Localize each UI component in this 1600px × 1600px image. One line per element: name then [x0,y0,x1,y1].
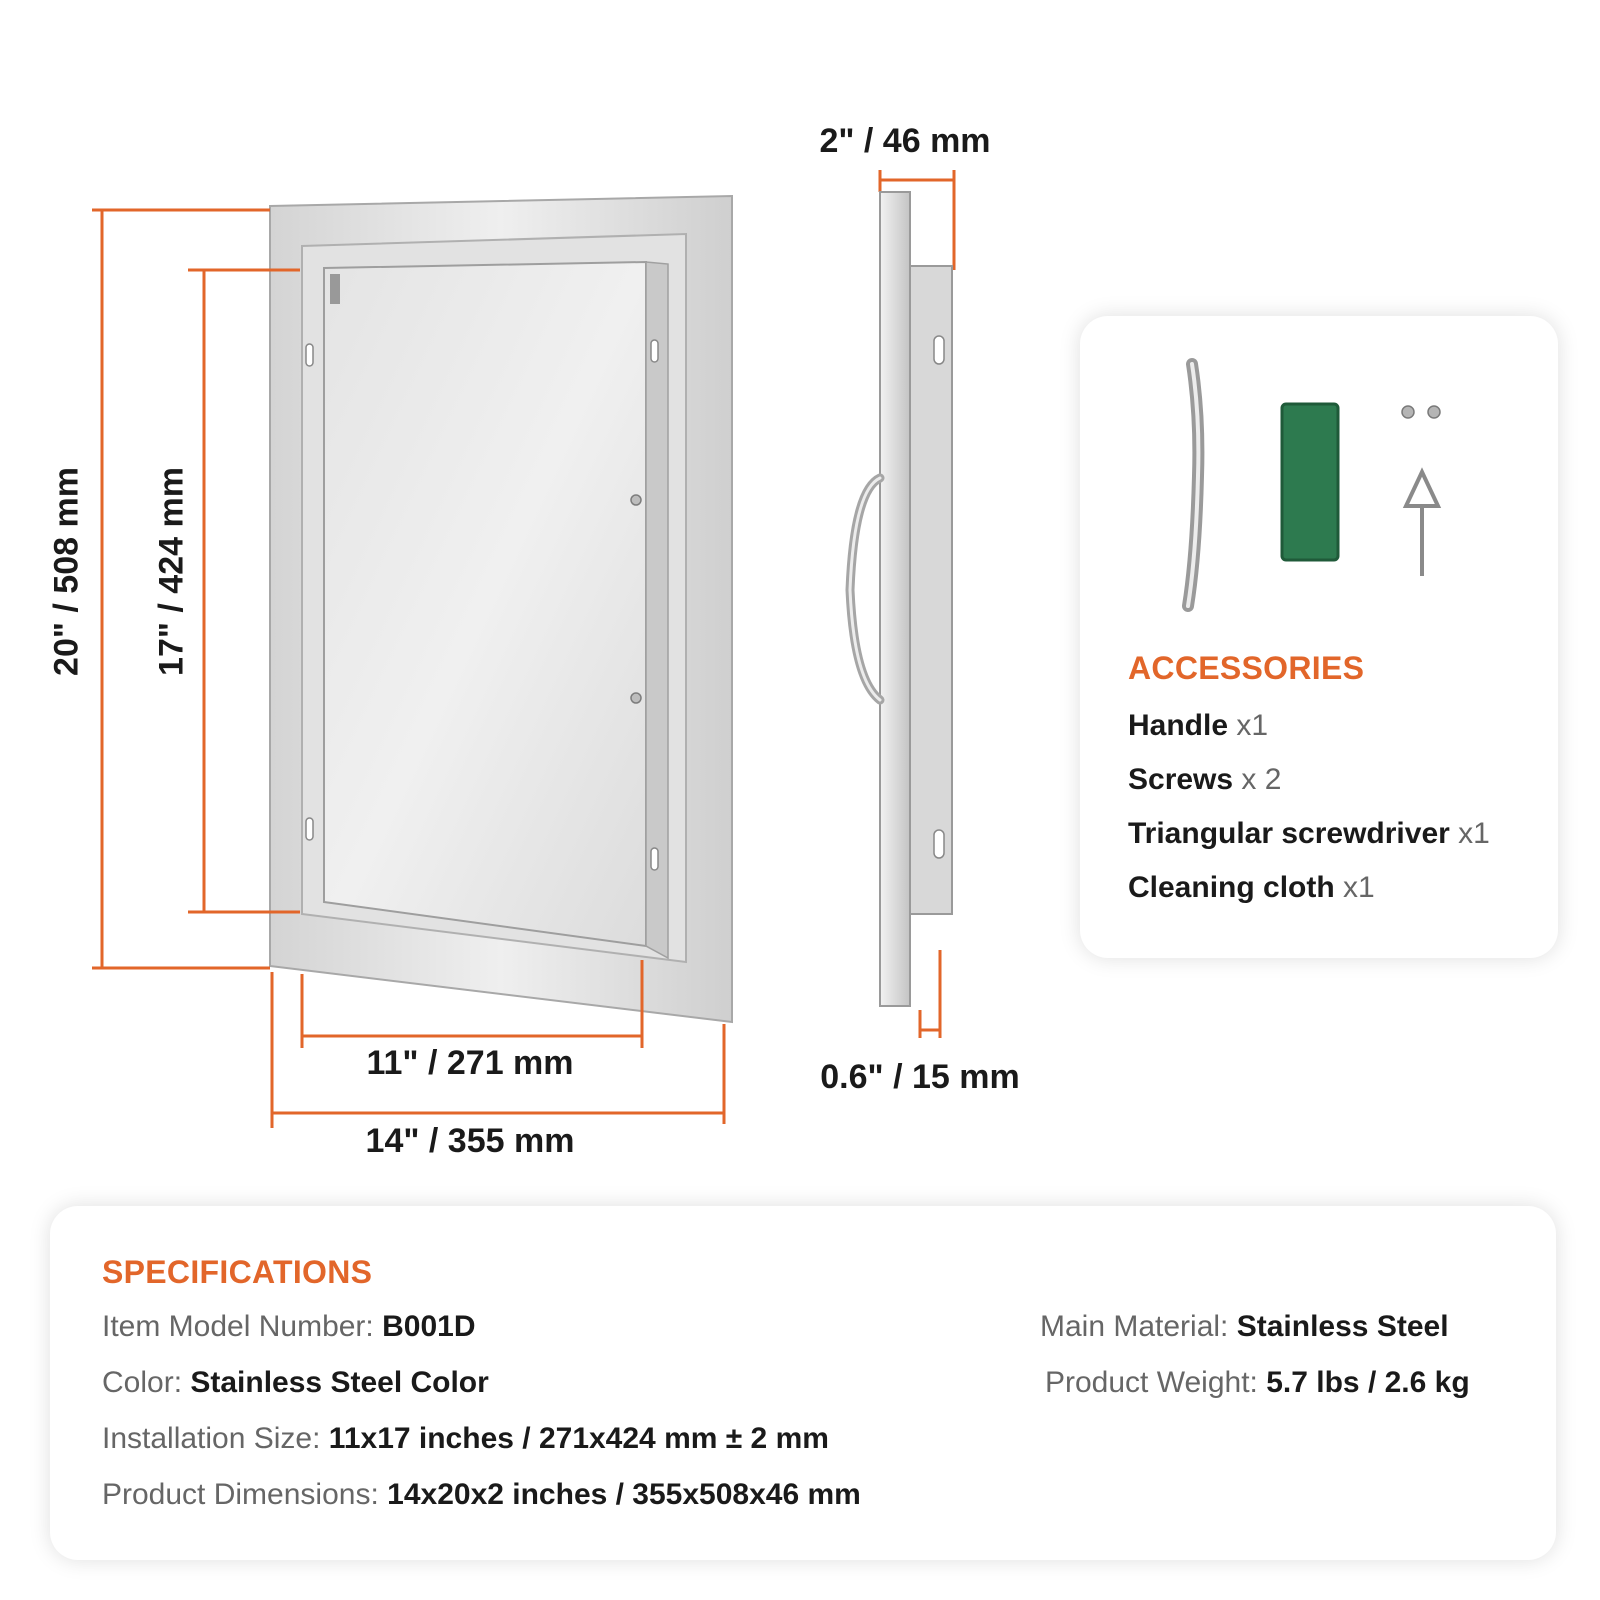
accessories-title: ACCESSORIES [1128,650,1365,686]
cleaning-pad-icon [1280,402,1340,562]
specifications-title: SPECIFICATIONS [102,1254,373,1290]
spec-color: Color: Stainless Steel Color [102,1366,489,1399]
spec-model: Item Model Number: B001D [102,1310,476,1343]
specifications-card [50,1206,1556,1560]
screws-and-screwdriver-icon [1398,400,1454,600]
accessory-item: Screws x 2 [1128,763,1282,796]
door-panel [324,262,646,946]
accessory-item: Triangular screwdriver x1 [1128,817,1490,850]
accessory-item: Handle x1 [1128,709,1269,742]
dim-cutout-height: 17" / 424 mm [152,467,191,676]
spec-installation-size: Installation Size: 11x17 inches / 271x424 mm ± 2 mm [102,1422,829,1455]
dim-flange-thickness: 0.6" / 15 mm [820,1058,1020,1096]
spec-weight: Product Weight: 5.7 lbs / 2.6 kg [1045,1366,1470,1399]
accessory-item: Cleaning cloth x1 [1128,871,1375,904]
door-front-view [0,0,780,1160]
dim-outer-height: 20" / 508 mm [47,467,86,676]
door-side-view [820,170,1000,1070]
dim-cutout-width: 11" / 271 mm [366,1044,574,1082]
accessories-card [1080,316,1558,958]
spec-material: Main Material: Stainless Steel [1040,1310,1449,1343]
dim-outer-width: 14" / 355 mm [365,1122,575,1160]
spec-product-dimensions: Product Dimensions: 14x20x2 inches / 355x508x46 mm [102,1478,861,1511]
handle-icon [1170,356,1220,616]
dim-depth: 2" / 46 mm [819,122,991,160]
